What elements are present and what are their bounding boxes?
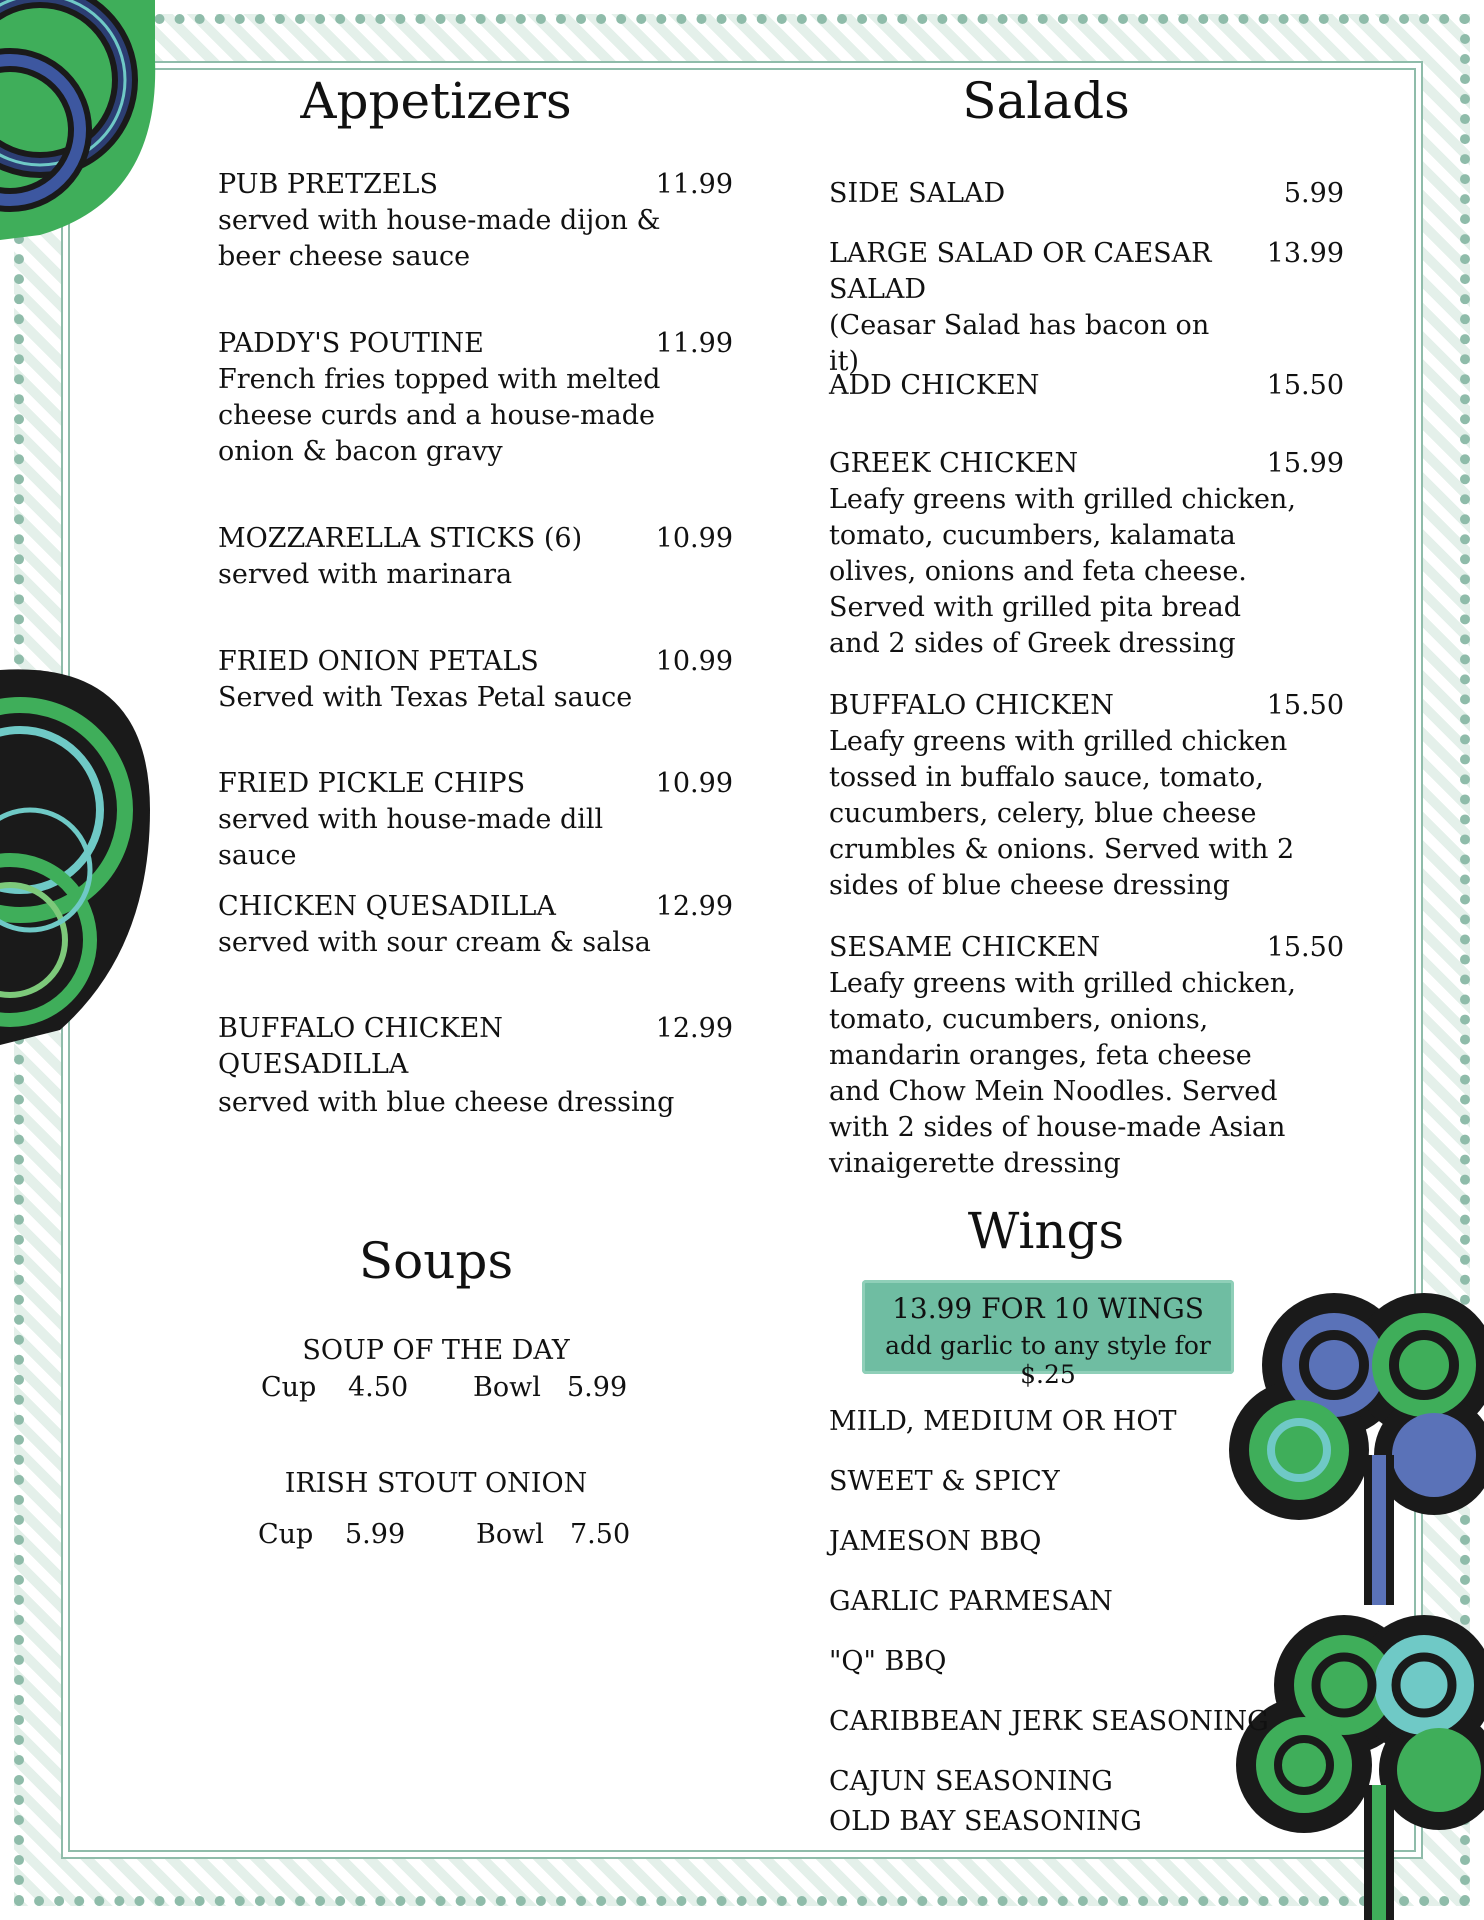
wing-style: SWEET & SPICY: [829, 1466, 1060, 1497]
item-name: SIDE SALAD: [829, 178, 1006, 209]
menu-item-fried-onion-petals: [218, 644, 678, 716]
wings-price-banner: [862, 1280, 1234, 1389]
item-price: 5.99: [1283, 178, 1344, 209]
item-price: 11.99: [655, 328, 733, 359]
soup-bowl-price: 7.50: [570, 1519, 631, 1550]
wing-style: JAMESON BBQ: [829, 1526, 1042, 1557]
item-name: LARGE SALAD OR CAESAR SALAD: [829, 238, 1212, 305]
item-desc: served with house-made dill sauce: [218, 804, 604, 871]
item-price: 15.50: [1266, 690, 1344, 721]
item-price: 12.99: [655, 1013, 733, 1044]
item-name: MOZZARELLA STICKS (6): [218, 523, 583, 554]
item-desc: served with marinara: [218, 559, 513, 590]
item-desc-row: [218, 1085, 678, 1121]
item-name: FRIED ONION PETALS: [218, 646, 539, 677]
shamrock-knot-bottom-right: [1224, 1265, 1484, 1920]
menu-item-buffalo-chicken-salad: [829, 688, 1299, 904]
item-price: 10.99: [655, 523, 733, 554]
soup-bowl-label: Bowl: [476, 1519, 544, 1550]
wing-style: GARLIC PARMESAN: [829, 1586, 1113, 1617]
wings-banner-price: 13.99 FOR 10 WINGS: [892, 1292, 1204, 1325]
menu-item-buffalo-chicken-quesadilla: [218, 1011, 518, 1083]
wing-style: CAJUN SEASONING: [829, 1766, 1113, 1797]
item-name: GREEK CHICKEN: [829, 448, 1079, 479]
menu-item-mozzarella-sticks: [218, 521, 678, 593]
item-name: BUFFALO CHICKEN QUESADILLA: [218, 1013, 503, 1080]
menu-item-large-salad: [829, 236, 1219, 380]
soup-name: IRISH STOUT ONION: [284, 1468, 588, 1499]
menu-item-greek-chicken: [829, 446, 1299, 662]
salads-title: Salads: [962, 72, 1130, 130]
item-desc: Leafy greens with grilled chicken, tomato, cucumbers, onions, mandarin oranges, feta cheese and Chow Mein Noodles. Served with 2 sides of house-made Asian vinaigerette dressing: [829, 968, 1296, 1179]
wings-title: Wings: [967, 1202, 1125, 1260]
item-desc: Served with Texas Petal sauce: [218, 682, 633, 713]
item-price: 10.99: [655, 768, 733, 799]
item-name: BUFFALO CHICKEN: [829, 690, 1114, 721]
item-desc: Leafy greens with grilled chicken, tomato, cucumbers, kalamata olives, onions and feta cheese. Served with grilled pita bread and 2 sides of Greek dressing: [829, 484, 1296, 659]
menu-item-paddys-poutine: [218, 326, 688, 470]
menu-item-fried-pickle-chips: [218, 766, 678, 874]
soup-bowl-label: Bowl: [473, 1372, 541, 1403]
item-price: 15.50: [1266, 370, 1344, 401]
item-name: PADDY'S POUTINE: [218, 328, 484, 359]
soups-title: Soups: [358, 1232, 514, 1290]
item-name: ADD CHICKEN: [829, 370, 1040, 401]
soup-cup-price: 5.99: [345, 1519, 406, 1550]
item-desc: (Ceasar Salad has bacon on it): [829, 310, 1210, 377]
item-price: 13.99: [1266, 238, 1344, 269]
soup-cup-price: 4.50: [348, 1372, 409, 1403]
soup-name: SOUP OF THE DAY: [302, 1335, 570, 1366]
menu-item-pub-pretzels: [218, 167, 678, 275]
wings-banner-note: add garlic to any style for $.25: [885, 1331, 1211, 1389]
menu-item-add-chicken: [829, 368, 1209, 404]
item-name: PUB PRETZELS: [218, 169, 438, 200]
menu-item-side-salad: [829, 176, 1209, 212]
item-name: FRIED PICKLE CHIPS: [218, 768, 526, 799]
wing-style: OLD BAY SEASONING: [829, 1806, 1142, 1837]
item-desc: French fries topped with melted cheese curds and a house-made onion & bacon gravy: [218, 364, 661, 467]
soup-cup-label: Cup: [261, 1372, 317, 1403]
item-desc: Leafy greens with grilled chicken tossed in buffalo sauce, tomato, cucumbers, celery, blue cheese crumbles & onions. Served with 2 sides of blue cheese dressing: [829, 726, 1295, 901]
item-price: 11.99: [655, 169, 733, 200]
item-price: 10.99: [655, 646, 733, 677]
item-desc: served with blue cheese dressing: [218, 1087, 675, 1118]
item-price: 15.50: [1266, 932, 1344, 963]
item-name: SESAME CHICKEN: [829, 932, 1101, 963]
menu-item-sesame-chicken: [829, 930, 1299, 1182]
soup-cup-label: Cup: [258, 1519, 314, 1550]
item-price: 12.99: [655, 891, 733, 922]
item-desc: served with sour cream & salsa: [218, 927, 651, 958]
item-name: CHICKEN QUESADILLA: [218, 891, 556, 922]
wing-style: MILD, MEDIUM OR HOT: [829, 1406, 1177, 1437]
soup-bowl-price: 5.99: [567, 1372, 628, 1403]
soup-of-the-day: [236, 1332, 636, 1369]
appetizers-title: Appetizers: [300, 72, 572, 130]
wing-style: "Q" BBQ: [829, 1646, 947, 1677]
menu-item-chicken-quesadilla: [218, 889, 678, 961]
irish-stout-onion: [236, 1465, 636, 1502]
celtic-knot-left: [0, 660, 160, 1050]
wing-style: CARIBBEAN JERK SEASONING: [829, 1706, 1269, 1737]
item-price: 15.99: [1266, 448, 1344, 479]
item-desc: served with house-made dijon & beer cheese sauce: [218, 205, 661, 272]
celtic-knot-top-left: [0, 0, 160, 240]
